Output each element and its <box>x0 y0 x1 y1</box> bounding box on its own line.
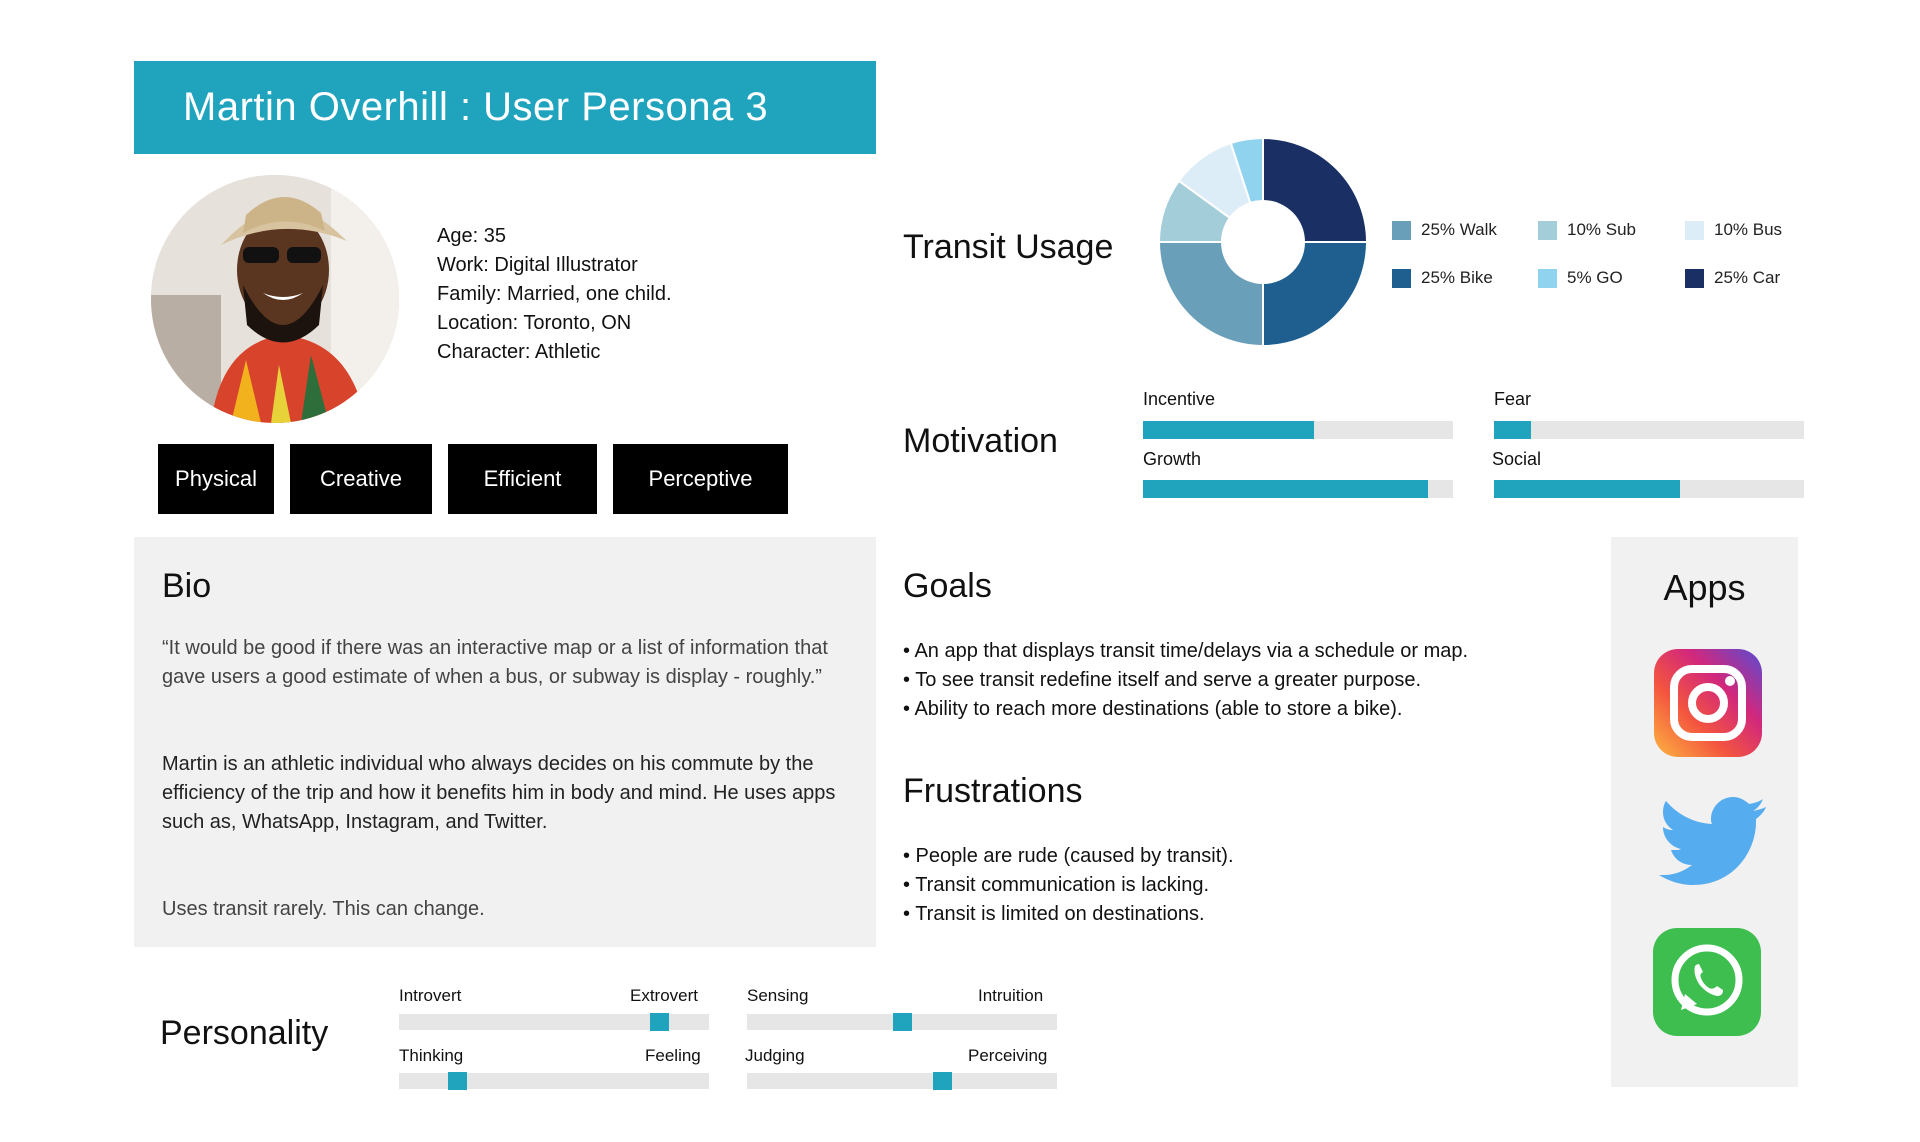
personality-label-feeling: Feeling <box>645 1046 701 1065</box>
motivation-fill-incentive <box>1143 421 1314 439</box>
age-text: Age: 35 <box>437 225 506 247</box>
goals-list <box>903 637 1468 724</box>
personality-scale-introvert-extrovert <box>399 1014 709 1030</box>
donut-hole <box>1221 200 1305 284</box>
trait-tag-efficient: Efficient <box>448 444 597 514</box>
motivation-bar-fear <box>1494 421 1804 439</box>
avatar-illustration <box>151 175 399 423</box>
legend-car <box>1685 268 1780 288</box>
transit-heading: Transit Usage <box>903 228 1114 266</box>
personality-marker <box>893 1013 912 1031</box>
avatar <box>151 175 399 423</box>
twitter-icon[interactable] <box>1650 795 1770 895</box>
motivation-label-incentive: Incentive <box>1143 389 1216 409</box>
apps-panel <box>1611 537 1798 1087</box>
legend-bus <box>1685 220 1782 240</box>
trait-tags <box>158 444 788 514</box>
title-banner <box>134 61 876 154</box>
legend-label-go: 5% GO <box>1567 268 1623 287</box>
personality-scale-sensing-intuition <box>747 1014 1057 1030</box>
legend-walk <box>1392 220 1497 240</box>
character-text: Character: Athletic <box>437 341 601 363</box>
goal-item: • An app that displays transit time/delays via a schedule or map. <box>903 640 1469 662</box>
legend-swatch-walk <box>1392 221 1411 240</box>
motivation-fill-social <box>1494 480 1680 498</box>
legend-label-walk: 25% Walk <box>1421 220 1497 239</box>
transit-donut-chart <box>1158 137 1368 347</box>
bio-quote: “It would be good if there was an interactive map or a list of information that gave users a good estimate of when a bus, or subway is display - roughly.” <box>162 637 828 688</box>
trait-tag-perceptive: Perceptive <box>613 444 788 514</box>
personality-marker <box>933 1072 952 1090</box>
frustrations-list <box>903 842 1234 929</box>
goals-heading: Goals <box>903 567 992 605</box>
personality-label-perceiving: Perceiving <box>968 1046 1048 1065</box>
motivation-fill-growth <box>1143 480 1428 498</box>
apps-heading: Apps <box>1663 567 1746 608</box>
legend-swatch-bus <box>1685 221 1704 240</box>
personality-scale-judging-perceiving <box>747 1073 1057 1089</box>
motivation-bar-social <box>1494 480 1804 498</box>
motivation-label-growth: Growth <box>1143 449 1202 469</box>
personality-label-thinking: Thinking <box>399 1046 464 1065</box>
personality-label-extrovert: Extrovert <box>630 986 699 1005</box>
personality-marker <box>650 1013 669 1031</box>
motivation-bar-growth <box>1143 480 1453 498</box>
trait-tag-creative: Creative <box>290 444 432 514</box>
bio-heading: Bio <box>162 567 212 605</box>
personality-heading: Personality <box>160 1014 329 1052</box>
family-text: Family: Married, one child. <box>437 283 672 305</box>
motivation-label-fear: Fear <box>1494 389 1532 409</box>
legend-label-sub: 10% Sub <box>1567 220 1636 239</box>
personality-label-judging: Judging <box>745 1046 805 1065</box>
goal-item: • To see transit redefine itself and serve a greater purpose. <box>903 669 1422 691</box>
legend-label-bus: 10% Bus <box>1714 220 1783 239</box>
legend-swatch-bike <box>1392 269 1411 288</box>
personality-label-introvert: Introvert <box>399 986 462 1005</box>
frustration-item: • Transit is limited on destinations. <box>903 903 1205 925</box>
personality-label-sensing: Sensing <box>747 986 809 1005</box>
frustration-item: • People are rude (caused by transit). <box>903 845 1234 867</box>
legend-bike <box>1392 268 1493 288</box>
motivation-bar-incentive <box>1143 421 1453 439</box>
location-text: Location: Toronto, ON <box>437 312 632 334</box>
frustrations-heading: Frustrations <box>903 772 1083 810</box>
legend-swatch-sub <box>1538 221 1557 240</box>
legend-swatch-go <box>1538 269 1557 288</box>
page-title: Martin Overhill : User Persona 3 <box>183 85 769 129</box>
whatsapp-icon[interactable] <box>1653 928 1761 1036</box>
legend-label-car: 25% Car <box>1714 268 1781 287</box>
personality-marker <box>448 1072 467 1090</box>
personality-scale-thinking-feeling <box>399 1073 709 1089</box>
profile-info <box>437 222 672 367</box>
legend-label-bike: 25% Bike <box>1421 268 1493 287</box>
goal-item: • Ability to reach more destinations (able to store a bike). <box>903 698 1403 720</box>
personality-label-intuition: Intruition <box>978 986 1044 1005</box>
work-text: Work: Digital Illustrator <box>437 254 638 276</box>
bio-panel <box>134 537 876 947</box>
bio-description: Martin is an athletic individual who always decides on his commute by the efficiency of the trip and how it benefits him in body and mind. He uses apps such as, WhatsApp, Instagram, and Twitter. <box>162 753 836 833</box>
trait-tag-physical: Physical <box>158 444 274 514</box>
motivation-label-social: Social <box>1492 449 1542 469</box>
motivation-heading: Motivation <box>903 422 1058 460</box>
legend-sub <box>1538 220 1636 240</box>
legend-go <box>1538 268 1623 288</box>
frustration-item: • Transit communication is lacking. <box>903 874 1210 896</box>
instagram-icon[interactable] <box>1654 649 1762 757</box>
motivation-fill-fear <box>1494 421 1531 439</box>
legend-swatch-car <box>1685 269 1704 288</box>
bio-note: Uses transit rarely. This can change. <box>162 898 485 920</box>
